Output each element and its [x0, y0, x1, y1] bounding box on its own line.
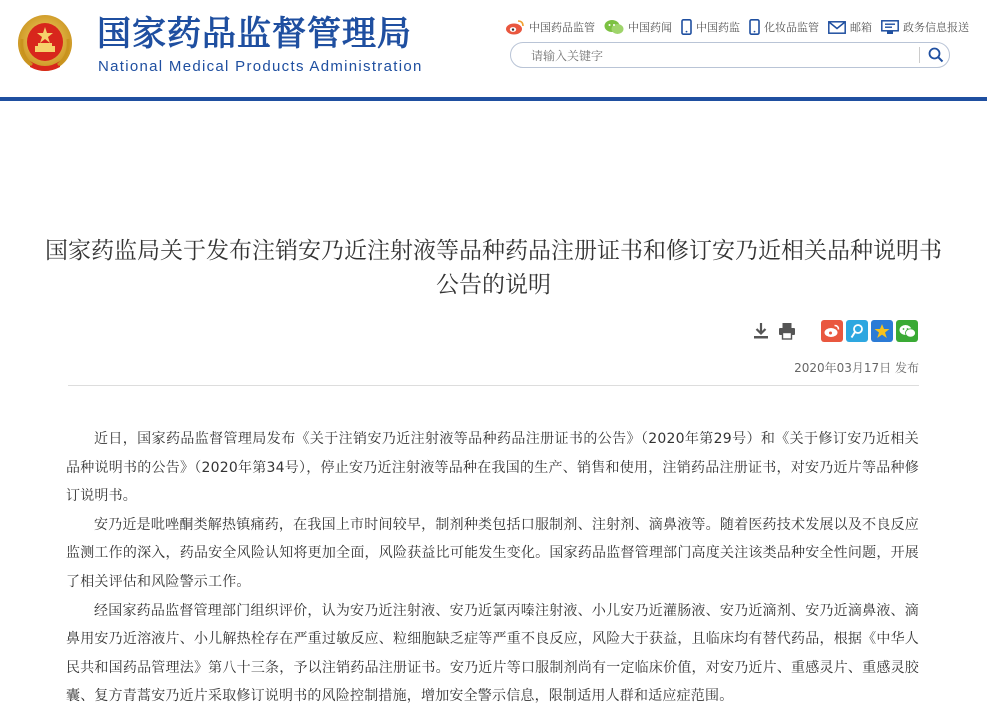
weibo-icon: [505, 19, 525, 35]
search-box: [510, 42, 950, 68]
nav-item-mobile-nmpa[interactable]: [681, 19, 740, 35]
nav-item-label: 中国药品监管: [529, 21, 595, 34]
search-divider: [919, 47, 920, 63]
share-wechat-button[interactable]: [896, 320, 918, 342]
share-qzone-button[interactable]: [871, 320, 893, 342]
article-title: 国家药监局关于发布注销安乃近注射液等品种药品注册证书和修订安乃近相关品种说明书公告的说明: [45, 238, 942, 298]
article-toolbar: [750, 319, 918, 343]
publish-date: 2020年03月17日 发布: [794, 361, 919, 375]
mobile-icon: [681, 19, 692, 35]
nav-item-label: 中国药监: [696, 21, 740, 34]
share-tencent-weibo-button[interactable]: [846, 320, 868, 342]
nav-item-label: 中国药闻: [628, 21, 672, 34]
nav-item-report[interactable]: [881, 19, 969, 35]
site-logo-chinese[interactable]: 国家药品监督管理局: [97, 14, 412, 54]
wechat-icon: [604, 19, 624, 35]
site-header: [0, 0, 987, 98]
report-icon: [881, 20, 899, 35]
mail-icon: [828, 21, 846, 34]
tencent-weibo-icon: [849, 323, 865, 339]
nav-item-label: 邮箱: [850, 21, 872, 34]
wechat-icon: [899, 324, 916, 339]
site-logo-english[interactable]: National Medical Products Administration: [98, 58, 423, 75]
top-navigation: [496, 19, 969, 35]
title-separator: [68, 385, 919, 386]
search-icon[interactable]: [927, 46, 945, 64]
header-divider-bar: [0, 97, 987, 101]
nav-item-wechat[interactable]: [604, 19, 672, 35]
share-weibo-button[interactable]: [821, 320, 843, 342]
download-icon: [752, 322, 770, 340]
nav-item-mail[interactable]: [828, 19, 872, 35]
search-input[interactable]: [529, 47, 913, 65]
download-button[interactable]: [750, 320, 772, 342]
nav-item-weibo[interactable]: [505, 19, 595, 35]
mobile-icon: [749, 19, 760, 35]
nav-item-label: 政务信息报送: [903, 21, 969, 34]
article-body: [66, 425, 919, 711]
article-paragraph: 经国家药品监督管理部门组织评价，认为安乃近注射液、安乃近氯丙嗪注射液、小儿安乃近灌肠液、安乃近滴剂、安乃近滴鼻液、滴鼻用安乃近溶液片、小儿解热栓存在严重过敏反应、粒细胞缺乏症等严重不良反应，风险大于获益，且临床均有替代药品，根据《中华人民共和国药品管理法》第八十三条，予以注销药品注册证书。安乃近片等口服制剂尚有一定临床价值，对安乃近片、重感灵片、重感灵胶囊、复方青蒿安乃近片采取修订说明书的风险控制措施，增加安全警示信息，限制适用人群和适应症范围。: [66, 602, 919, 705]
nav-item-label: 化妆品监管: [764, 21, 819, 34]
national-emblem-icon[interactable]: [16, 13, 74, 75]
print-button[interactable]: [776, 320, 798, 342]
nav-item-mobile-cosmetics[interactable]: [749, 19, 819, 35]
weibo-icon: [824, 324, 840, 338]
qzone-icon: [874, 323, 890, 339]
article-paragraph: 安乃近是吡唑酮类解热镇痛药，在我国上市时间较早，制剂种类包括口服制剂、注射剂、滴鼻液等。随着医药技术发展以及不良反应监测工作的深入，药品安全风险认知将更加全面，风险获益比可能发生变化。国家药品监督管理部门高度关注该类品种安全性问题，开展了相关评估和风险警示工作。: [66, 516, 919, 590]
article-paragraph: 近日，国家药品监督管理局发布《关于注销安乃近注射液等品种药品注册证书的公告》（2020年第29号）和《关于修订安乃近相关品种说明书的公告》（2020年第34号），停止安乃近注射液等品种在我国的生产、销售和使用，注销药品注册证书，对安乃近片等品种修订说明书。: [66, 431, 919, 505]
print-icon: [778, 322, 796, 340]
